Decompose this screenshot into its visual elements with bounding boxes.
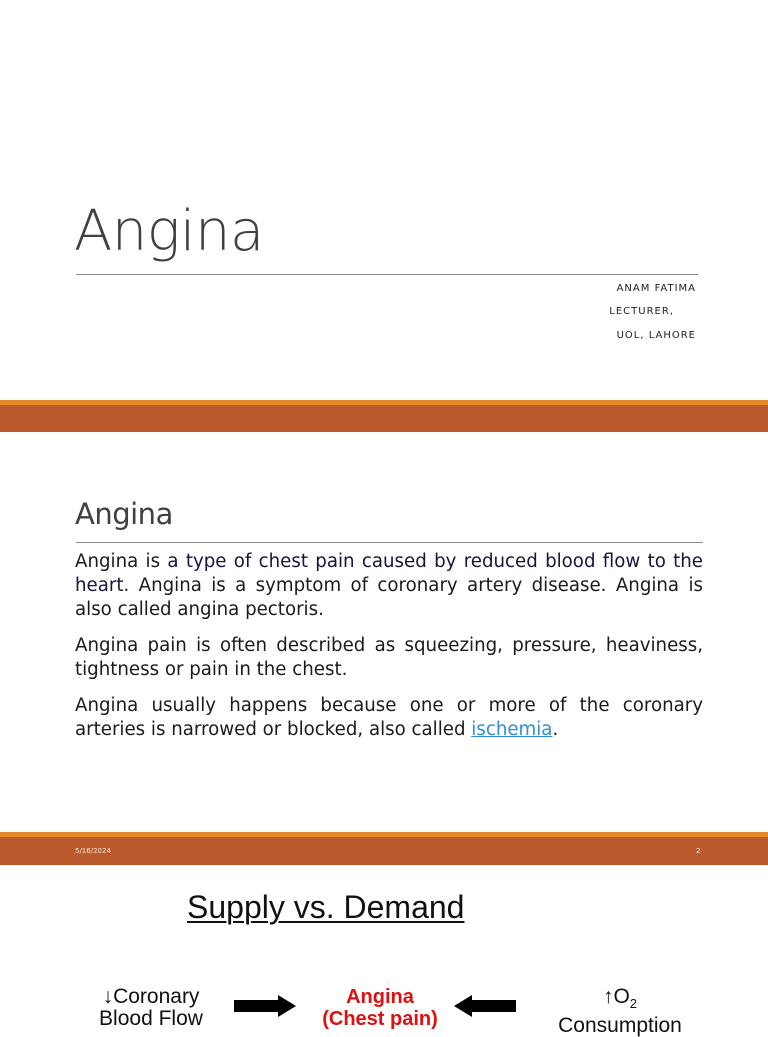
up-arrow-icon: ↑ [602, 985, 614, 1008]
slide-separator-accent [0, 400, 768, 405]
coronary-blood-flow-node [86, 986, 216, 1030]
ischemia-link[interactable]: ischemia [471, 719, 553, 740]
paragraph-text: Angina usually happens because one or more of the coronary arteries is narrowed or blocked, also called [75, 695, 703, 740]
oxygen-subscript: 2 [629, 996, 638, 1012]
angina-node [300, 986, 460, 1030]
author-role: LECTURER, [609, 306, 674, 317]
content-title-divider [76, 542, 703, 543]
paragraph-description: Angina pain is often described as squeezing, pressure, heaviness, tightness or pain in the chest. [75, 635, 703, 680]
paragraph-cause [75, 694, 703, 742]
paragraph-definition [75, 550, 703, 622]
slide-title: Angina [74, 199, 264, 264]
paragraph-text: Angina is [75, 551, 168, 572]
paragraph-text: . Angina is a symptom of coronary artery disease. Angina is also called angina pectoris. [75, 575, 703, 620]
oxygen-symbol: O [613, 985, 630, 1008]
left-arrow-icon [452, 995, 516, 1017]
paragraph-text: . [552, 719, 559, 740]
down-arrow-icon: ↓ [102, 985, 114, 1008]
o2-consumption-node [540, 986, 700, 1037]
content-slide-title: Angina [75, 497, 173, 531]
highlighted-definition: a type of chest pain caused by reduced blood flow to the heart [75, 551, 703, 596]
footer-date: 5/16/2024 [75, 847, 111, 855]
footer-page-number: 2 [696, 847, 701, 855]
diagram-title: Supply vs. Demand [187, 889, 465, 925]
title-divider [76, 274, 698, 275]
angina-label: Angina [346, 986, 414, 1008]
author-name: ANAM FATIMA [616, 283, 696, 294]
chest-pain-label: (Chest pain) [322, 1008, 438, 1030]
right-arrow-icon [234, 995, 298, 1017]
title-slide [0, 0, 768, 400]
consumption-label: Consumption [558, 1014, 682, 1037]
node-label-line2: Blood Flow [99, 1007, 203, 1030]
node-label-line1: Coronary [113, 985, 200, 1008]
slide-footer-accent [0, 832, 768, 837]
author-institution: UOL, LAHORE [616, 330, 696, 341]
content-slide [0, 432, 768, 832]
